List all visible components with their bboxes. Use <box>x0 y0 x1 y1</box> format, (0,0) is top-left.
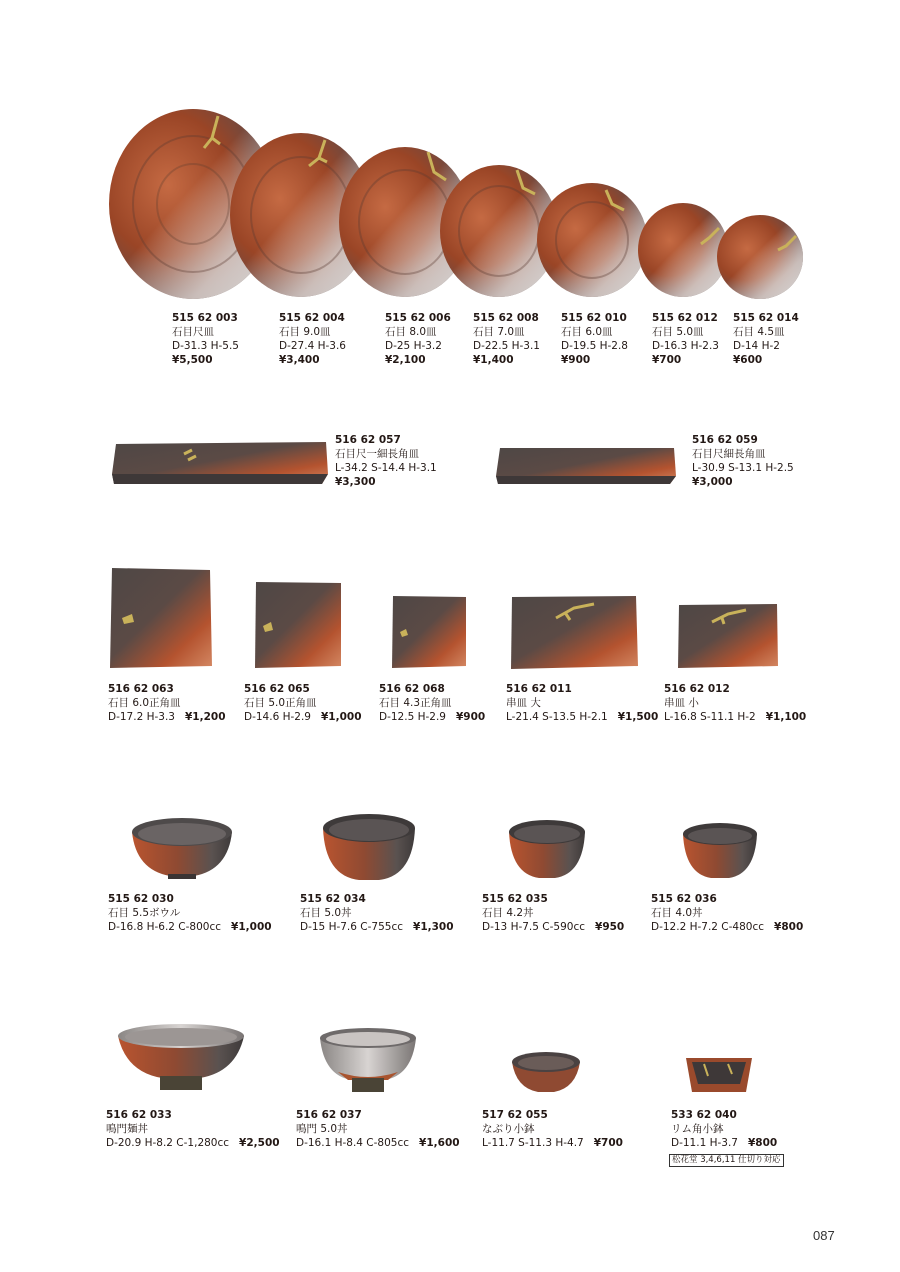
product-label-516-62-065 <box>244 682 362 724</box>
product-price: ¥3,300 <box>335 476 376 488</box>
product-name: 串皿 小 <box>664 697 699 709</box>
product-code: 515 62 008 <box>473 312 539 324</box>
product-price: ¥5,500 <box>172 354 213 366</box>
product-label-515-62-010 <box>561 311 628 367</box>
product-name: 石目 9.0皿 <box>279 326 331 338</box>
product-dimensions: D-12.5 H-2.9 <box>379 711 446 723</box>
noodle-bowl-image-516-62-033 <box>116 1022 246 1094</box>
product-dimensions-price <box>664 710 806 724</box>
product-label-516-62-012 <box>664 682 806 724</box>
product-label-515-62-014 <box>733 311 799 367</box>
plate-image-515-62-014 <box>716 214 804 300</box>
product-code: 533 62 040 <box>671 1109 737 1121</box>
product-price: ¥1,300 <box>413 921 454 933</box>
product-dimensions-price <box>106 1136 280 1150</box>
product-price: ¥800 <box>747 1137 778 1149</box>
product-label-516-62-037 <box>296 1108 460 1150</box>
product-label-515-62-034 <box>300 892 454 934</box>
product-name: 石目尺一細長角皿 <box>335 448 419 460</box>
product-name: 石目 4.5皿 <box>733 326 785 338</box>
product-price: ¥1,600 <box>419 1137 460 1149</box>
product-price: ¥1,400 <box>473 354 514 366</box>
product-price: ¥900 <box>561 354 591 366</box>
product-label-533-62-040 <box>671 1108 777 1150</box>
square-plate-image-516-62-068 <box>390 594 468 670</box>
product-dimensions: L-16.8 S-11.1 H-2 <box>664 711 756 723</box>
product-price: ¥2,500 <box>239 1137 280 1149</box>
product-label-517-62-055 <box>482 1108 623 1150</box>
product-dimensions: D-16.1 H-8.4 C-805cc <box>296 1137 410 1149</box>
product-name: 石目 8.0皿 <box>385 326 437 338</box>
product-dimensions-price <box>300 920 454 934</box>
product-code: 515 62 004 <box>279 312 345 324</box>
skewer-plate-image-516-62-011 <box>508 594 640 672</box>
product-label-515-62-030 <box>108 892 272 934</box>
product-dimensions-price <box>506 710 658 724</box>
product-label-516-62-068 <box>379 682 485 724</box>
product-name: 石目 5.0丼 <box>300 907 352 919</box>
square-plate-image-516-62-065 <box>253 580 343 670</box>
product-name: 石目尺皿 <box>172 326 214 338</box>
product-dimensions-price <box>651 920 803 934</box>
product-name: 石目 4.3正角皿 <box>379 697 452 709</box>
product-code: 516 62 033 <box>106 1109 172 1121</box>
product-name: 石目 7.0皿 <box>473 326 525 338</box>
product-label-515-62-035 <box>482 892 624 934</box>
product-code: 515 62 003 <box>172 312 238 324</box>
long-plate-image-516-62-059 <box>494 444 680 488</box>
product-price: ¥2,100 <box>385 354 426 366</box>
product-dimensions-price <box>244 710 362 724</box>
product-dimensions-price <box>671 1136 777 1150</box>
product-dimensions-price <box>296 1136 460 1150</box>
product-dimensions: L-30.9 S-13.1 H-2.5 <box>692 462 794 474</box>
product-dimensions: L-11.7 S-11.3 H-4.7 <box>482 1137 584 1149</box>
product-dimensions: D-15 H-7.6 C-755cc <box>300 921 404 933</box>
product-name: リム角小鉢 <box>671 1123 724 1135</box>
product-label-515-62-004 <box>279 311 346 367</box>
long-plate-image-516-62-057 <box>110 438 332 488</box>
product-price: ¥600 <box>733 354 763 366</box>
product-label-516-62-011 <box>506 682 658 724</box>
product-code: 516 62 063 <box>108 683 174 695</box>
bowl-image-515-62-036 <box>681 820 759 882</box>
product-label-516-62-063 <box>108 682 226 724</box>
product-name: 石目 4.0丼 <box>651 907 703 919</box>
product-price: ¥1,000 <box>320 711 362 723</box>
product-price: ¥1,100 <box>765 711 807 723</box>
product-code: 515 62 006 <box>385 312 451 324</box>
product-name: 石目 5.5ボウル <box>108 907 181 919</box>
product-dimensions: L-34.2 S-14.4 H-3.1 <box>335 462 437 474</box>
product-label-515-62-008 <box>473 311 540 367</box>
bowl-image-515-62-030 <box>130 814 234 880</box>
product-dimensions: D-11.1 H-3.7 <box>671 1137 738 1149</box>
product-name: なぶり小鉢 <box>482 1123 535 1135</box>
product-dimensions-price <box>108 920 272 934</box>
product-dimensions-price <box>482 920 624 934</box>
product-dimensions: D-16.8 H-6.2 C-800cc <box>108 921 222 933</box>
bowl-image-516-62-037 <box>318 1026 418 1096</box>
skewer-plate-image-516-62-012 <box>676 602 780 670</box>
product-price: ¥3,400 <box>279 354 320 366</box>
product-label-516-62-057 <box>335 433 437 489</box>
product-dimensions-price <box>482 1136 623 1150</box>
product-dimensions: D-22.5 H-3.1 <box>473 340 540 352</box>
product-code: 515 62 034 <box>300 893 366 905</box>
product-price: ¥3,000 <box>692 476 733 488</box>
product-code: 517 62 055 <box>482 1109 548 1121</box>
product-label-516-62-059 <box>692 433 794 489</box>
product-name: 石目 6.0正角皿 <box>108 697 181 709</box>
product-price: ¥900 <box>455 711 486 723</box>
product-dimensions: D-19.5 H-2.8 <box>561 340 628 352</box>
product-price: ¥950 <box>595 921 625 933</box>
product-price: ¥700 <box>652 354 682 366</box>
product-name: 石目尺細長角皿 <box>692 448 766 460</box>
product-name: 串皿 大 <box>506 697 541 709</box>
product-dimensions: D-31.3 H-5.5 <box>172 340 239 352</box>
product-dimensions: D-27.4 H-3.6 <box>279 340 346 352</box>
plate-image-515-62-010 <box>536 182 648 298</box>
product-code: 515 62 036 <box>651 893 717 905</box>
product-dimensions-price <box>379 710 485 724</box>
product-label-515-62-012 <box>652 311 719 367</box>
product-code: 515 62 012 <box>652 312 718 324</box>
product-dimensions: D-16.3 H-2.3 <box>652 340 719 352</box>
product-code: 515 62 030 <box>108 893 174 905</box>
product-dimensions: D-20.9 H-8.2 C-1,280cc <box>106 1137 230 1149</box>
product-label-515-62-003 <box>172 311 239 367</box>
product-dimensions: L-21.4 S-13.5 H-2.1 <box>506 711 608 723</box>
square-plate-image-516-62-063 <box>108 566 214 670</box>
product-name: 石目 5.0正角皿 <box>244 697 317 709</box>
product-code: 516 62 059 <box>692 434 758 446</box>
product-name: 石目 4.2丼 <box>482 907 534 919</box>
product-label-515-62-036 <box>651 892 803 934</box>
bowl-image-515-62-034 <box>321 810 417 884</box>
product-price: ¥1,500 <box>617 711 659 723</box>
product-code: 516 62 012 <box>664 683 730 695</box>
product-price: ¥800 <box>774 921 804 933</box>
product-price: ¥1,200 <box>184 711 226 723</box>
product-price: ¥700 <box>593 1137 623 1149</box>
product-code: 516 62 068 <box>379 683 445 695</box>
product-label-516-62-033 <box>106 1108 280 1150</box>
product-dimensions: D-14 H-2 <box>733 340 780 352</box>
page-number: 087 <box>813 1228 835 1243</box>
small-bowl-image-517-62-055 <box>510 1050 582 1096</box>
product-code: 516 62 011 <box>506 683 572 695</box>
product-dimensions-price <box>108 710 226 724</box>
product-name: 石目 5.0皿 <box>652 326 704 338</box>
product-name: 石目 6.0皿 <box>561 326 613 338</box>
product-dimensions: D-12.2 H-7.2 C-480cc <box>651 921 765 933</box>
product-dimensions: D-25 H-3.2 <box>385 340 442 352</box>
square-bowl-image-533-62-040 <box>684 1054 754 1096</box>
product-dimensions: D-13 H-7.5 C-590cc <box>482 921 586 933</box>
product-dimensions: D-17.2 H-3.3 <box>108 711 175 723</box>
product-label-515-62-006 <box>385 311 451 367</box>
product-name: 鳴門麺丼 <box>106 1123 148 1135</box>
product-code: 516 62 037 <box>296 1109 362 1121</box>
bowl-image-515-62-035 <box>507 816 587 882</box>
product-price: ¥1,000 <box>231 921 272 933</box>
product-name: 鳴門 5.0丼 <box>296 1123 348 1135</box>
product-code: 516 62 065 <box>244 683 310 695</box>
product-code: 515 62 010 <box>561 312 627 324</box>
compatibility-note: 松花堂 3,4,6,11 仕切り対応 <box>669 1154 784 1167</box>
product-dimensions: D-14.6 H-2.9 <box>244 711 311 723</box>
product-code: 515 62 035 <box>482 893 548 905</box>
product-code: 515 62 014 <box>733 312 799 324</box>
product-code: 516 62 057 <box>335 434 401 446</box>
